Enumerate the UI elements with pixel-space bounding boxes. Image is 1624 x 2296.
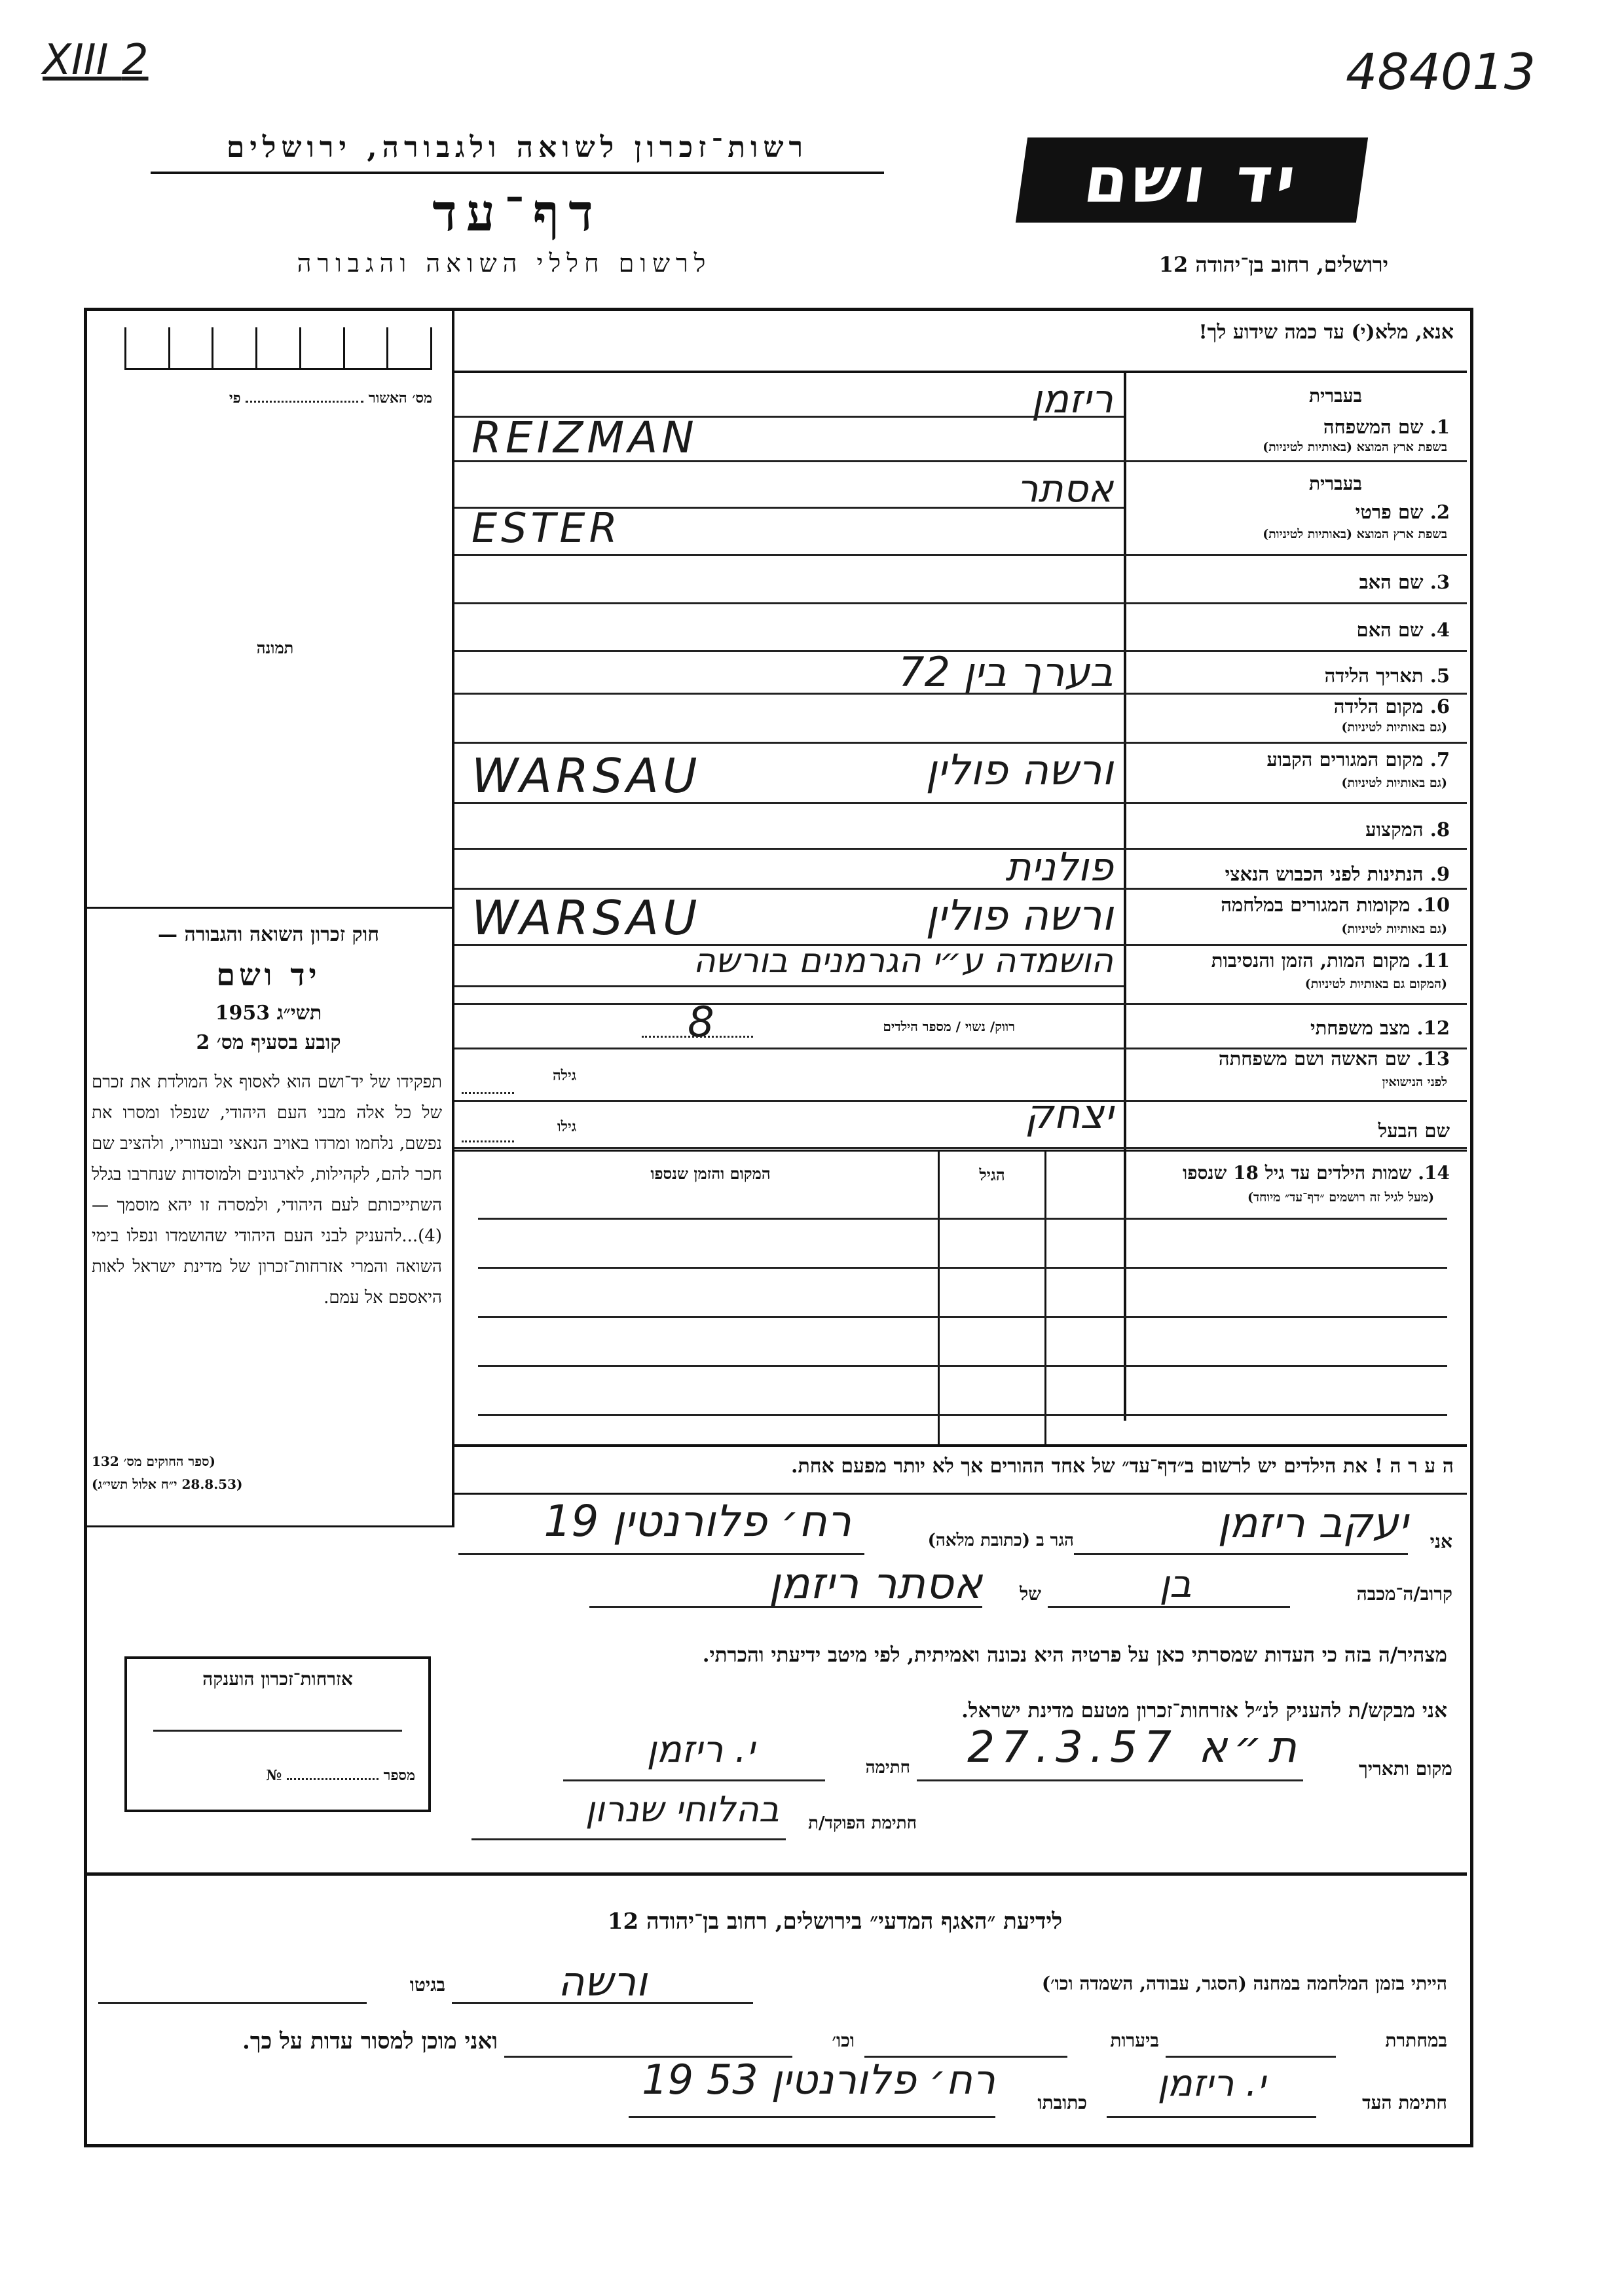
form-subtitle: לרשום חללי השואה והגבורה: [297, 249, 712, 278]
permit-number-label: [105, 390, 432, 407]
field-10-value-hebrew: ורשה פולין: [925, 892, 1113, 940]
law-section-bottom: [87, 1525, 454, 1527]
field-2-sub: בעברית: [1308, 473, 1362, 494]
field-13-dotted: [462, 1092, 514, 1094]
permit-number-suffix: פי: [229, 390, 241, 407]
citizenship-number-sign: №: [266, 1767, 282, 1784]
decl-of-value: אסתר ריזמן: [768, 1558, 982, 1609]
bottom-underground-label: במחתרת: [1385, 2030, 1447, 2051]
field-11-line-a: [454, 985, 1124, 987]
archive-code-roman: XIII: [43, 36, 122, 84]
bottom-title: לידיעת ״האגף המדעי״ בירושלים, רחוב בן־יהודה 12: [607, 1908, 1063, 1935]
decl-place-date-line: [917, 1779, 1303, 1781]
field-4-label: [1356, 619, 1450, 642]
field-9-line: [454, 888, 1467, 890]
law-year: תשי״ג 1953: [215, 1002, 322, 1025]
field-11-name: מקום המות, הזמן והנסיבות: [1211, 949, 1411, 972]
children-row-3: [478, 1316, 1447, 1318]
archive-code-suffix: 2: [121, 36, 149, 84]
photo-label: תמונה: [256, 638, 294, 657]
decl-relation-line: [1048, 1606, 1290, 1608]
field-12-inline-label: רווק/ נשוי / מספר הילדים: [883, 1019, 1015, 1034]
field-4-name: שם האם: [1356, 619, 1424, 641]
law-citation: (ספר החוקים מס׳ 132: [92, 1453, 215, 1469]
yad-vashem-logo: [1016, 137, 1368, 223]
permit-boxes: [124, 327, 432, 370]
field-12-num: 12.: [1416, 1017, 1450, 1039]
decl-address-line: [458, 1553, 864, 1555]
children-row-4: [478, 1365, 1447, 1367]
decl-of-label: של: [1020, 1583, 1041, 1605]
field-13-inline-label: גילה: [553, 1067, 576, 1084]
bottom-witness-label: חתימת העד: [1362, 2092, 1447, 2113]
bottom-underground-line: [1166, 2056, 1336, 2058]
field-9-value: פולנית: [1005, 845, 1113, 890]
law-name: יד ושם: [216, 957, 321, 993]
field-7-line: [454, 802, 1467, 804]
note-top: [454, 1444, 1467, 1447]
field-1-value-latin: REIZMAN: [471, 412, 698, 463]
husband-label: שם הבעל: [1378, 1120, 1450, 1142]
field-10-value-latin: WARSAU: [471, 890, 701, 945]
field-1-sub2: בשפת ארץ המוצא (באותיות לטיניות): [1263, 440, 1447, 454]
field-5-line: [454, 693, 1467, 695]
field-7-label: [1266, 748, 1450, 771]
bottom-ghetto-label: בגיטו: [409, 1974, 445, 1995]
citizenship-box: [124, 1656, 431, 1812]
field-5-num: 5.: [1430, 665, 1450, 687]
field-2-num: 2.: [1430, 501, 1450, 523]
citizenship-box-title: אזרחות־זכרון הוענקה: [202, 1668, 353, 1690]
note-bottom: [454, 1493, 1467, 1495]
decl-request: אני מבקש/ת להעניק לנ״ל אזרחות־זכרון מטעם מדינת ישראל.: [961, 1699, 1447, 1722]
form-title: דף־עד: [432, 183, 602, 243]
bottom-camp-line: הייתי בזמן המלחמה במחנה (הסגר, עבודה, השמדה וכו׳): [1041, 1973, 1447, 1994]
decl-resident-label: הגר ב (כתובת מלאה): [927, 1531, 1074, 1550]
bottom-address-value: רח׳ פלורנטין 53 19: [642, 2056, 995, 2104]
field-9-num: 9.: [1430, 863, 1450, 885]
field-13-sub2: לפני הנישואין: [1382, 1075, 1447, 1089]
field-2-value-hebrew: אסתר: [1016, 466, 1113, 511]
decl-name-line: [1074, 1553, 1408, 1555]
law-text: תפקידו של יד־ושם הוא לאסוף אל המולדת את זכרם של כל אלה מבני העם היהודי, שנפלו ומסרו את נפשם, נלחמו ומרדו באויב הנאצי ובעוזריו, ולהציב שם חכר להם, לקהילות, לארגונים ולמוסדות שנחרבו בגלל השתייכותם לעם היהודי, ולמסרה זו יהא מוסמך — (4)...להעניק לבני העם היהודי שהושמדו ונפלו בימי השואה והמרי אזרחות־זכרון של מדינת ישראל לאות היאספם אל עמם.: [92, 1072, 442, 1307]
law-section: קובע בסעיף מס׳ 2: [196, 1031, 341, 1054]
field-11-label: [1211, 949, 1450, 972]
intro-underline: [454, 371, 1467, 373]
field-8-num: 8.: [1430, 818, 1450, 841]
note-text: ה ע ר ה ! את הילדים יש לרשום ב״דף־עד״ של אחד ההורים אך לא יותר מפעם אחת.: [791, 1455, 1454, 1478]
bottom-witness-line: [1107, 2116, 1316, 2118]
field-13-label: [1219, 1048, 1450, 1070]
law-citation-date: (28.8.53 י״ח אלול תשי״ג): [92, 1476, 243, 1492]
bottom-camp-value: ורשה: [557, 1958, 648, 2005]
field-3-num: 3.: [1430, 571, 1450, 593]
children-col-div-1: [938, 1150, 940, 1444]
field-1-num: 1.: [1430, 416, 1450, 438]
field-13-num: 13.: [1416, 1048, 1450, 1070]
field-1-value-hebrew: ריזמן: [1031, 376, 1113, 422]
husband-inline-label: גילו: [557, 1118, 576, 1135]
law-section-top: [87, 907, 452, 909]
field-2-name: שם פרטי: [1355, 501, 1424, 523]
decl-relation-value: בן: [1159, 1561, 1192, 1606]
col-age-header: הגיל: [979, 1165, 1005, 1184]
children-col-div-2: [1044, 1150, 1046, 1444]
decl-place-date-label: מקום ותאריך: [1358, 1758, 1452, 1779]
decl-place-date-value: ת״א 27.3.57: [967, 1722, 1303, 1772]
decl-signature-label: חתימה: [865, 1758, 910, 1777]
intro-line: אנא, מלא(י) עד כמה שידוע לך!: [1198, 321, 1454, 344]
bottom-forests-label: ביערות: [1110, 2030, 1159, 2051]
bottom-ready-text: ואני מוכן למסור עדות על כך.: [242, 2028, 498, 2054]
field-13-name: שם האשה ושם משפחתה: [1218, 1048, 1411, 1070]
field-7-value-hebrew: ורשה פולין: [925, 746, 1113, 795]
field-3-label: [1359, 571, 1450, 594]
decl-clerk-line: [471, 1838, 786, 1840]
decl-clerk-value: בהלוחי שנרון: [585, 1789, 779, 1830]
field-9-name: הנתינות לפני הכבוש הנאצי: [1225, 863, 1424, 885]
bottom-camp-line-rule: [452, 2002, 753, 2004]
logo-text: יד ושם: [1079, 143, 1304, 217]
decl-clerk-label: חתימת הפוקד/ת: [808, 1813, 917, 1833]
labels-divider: [1124, 373, 1126, 1421]
field-5-label: [1325, 665, 1450, 687]
archive-number: 484013: [1346, 43, 1536, 101]
archive-code: [43, 36, 149, 84]
decl-address-value: רח׳ פלורנטין 19: [544, 1496, 851, 1546]
law-title: חוק זכרון השואה והגבורה —: [158, 923, 379, 946]
decl-i-label: אני: [1430, 1531, 1452, 1552]
field-5-name: תאריך הלידה: [1324, 665, 1424, 687]
children-table-top: [454, 1150, 1467, 1152]
decl-signature-line: [563, 1779, 825, 1781]
field-1-name: שם המשפחה: [1323, 416, 1424, 438]
field-7-sub2: (גם באותיות לטיניות): [1341, 776, 1447, 790]
address-header: ירושלים, רחוב בן־יהודה 12: [1158, 252, 1388, 277]
field-11-sub2: (המקום גם באותיות לטיניות): [1304, 977, 1447, 991]
field-10-label: [1221, 894, 1450, 917]
bottom-address-label: כתובתו: [1037, 2092, 1087, 2113]
bottom-address-line: [629, 2116, 995, 2118]
field-2-label: [1356, 501, 1450, 524]
field-4-num: 4.: [1430, 619, 1450, 641]
field-6-name: מקום הלידה: [1333, 695, 1424, 718]
children-table-title: 14. שמות הילדים עד גיל 18 שנספו: [1183, 1162, 1450, 1184]
field-6-line: [454, 742, 1467, 744]
field-8-label: [1365, 818, 1450, 841]
husband-line: [454, 1147, 1467, 1149]
field-6-sub2: (גם באותיות לטיניות): [1341, 720, 1447, 735]
field-2-sub2: בשפת ארץ המוצא (באותיות לטיניות): [1263, 527, 1447, 541]
field-2-value-latin: ESTER: [471, 504, 621, 552]
field-11-line-b: [454, 1003, 1467, 1005]
bottom-section-top: [87, 1872, 1467, 1876]
field-3-line: [454, 602, 1467, 604]
field-6-label: [1334, 695, 1450, 718]
children-table-note: (מעל לגיל זה רושמים ״דף־עד״ מיוחד): [1247, 1190, 1434, 1205]
decl-signature-value: י. ריזמן: [646, 1728, 755, 1771]
decl-statement: מצהיר/ה בזה כי העדות שמסרתי כאן על פרטיה היא נכונה ואמיתית, לפי מיטב ידיעתי והכרתי.: [702, 1643, 1447, 1667]
field-7-value-latin: WARSAU: [471, 748, 701, 803]
col-place-header: המקום והזמן שנספו: [650, 1164, 771, 1183]
field-6-num: 6.: [1430, 695, 1450, 718]
citizenship-box-number: [140, 1767, 415, 1784]
field-8-name: המקצוע: [1365, 818, 1424, 841]
field-11-num: 11.: [1416, 949, 1450, 972]
left-column-divider: [452, 311, 454, 1525]
field-12-value: 8: [688, 998, 714, 1047]
field-1-label: [1323, 416, 1450, 439]
field-3-name: שם האב: [1359, 571, 1424, 593]
field-10-num: 10.: [1416, 894, 1450, 916]
field-7-num: 7.: [1430, 748, 1450, 771]
field-1-line-b: [454, 460, 1467, 462]
field-7-name: מקום המגורים הקבוע: [1266, 748, 1424, 771]
field-12-name: מצב משפחתי: [1310, 1017, 1411, 1039]
children-row-5: [478, 1414, 1447, 1416]
husband-dotted: [462, 1140, 514, 1142]
children-row-2: [478, 1267, 1447, 1269]
field-5-value: בערך בין 72: [898, 648, 1113, 696]
children-row-1: [478, 1218, 1447, 1220]
bottom-etc-label: וכו׳: [832, 2030, 855, 2051]
bottom-ghetto-line: [98, 2002, 367, 2004]
field-9-label: [1225, 863, 1450, 886]
decl-name-value: יעקב ריזמן: [1217, 1499, 1408, 1548]
field-10-sub2: (גם באותיות לטיניות): [1341, 922, 1447, 936]
husband-value: יצחק: [1024, 1090, 1113, 1138]
bottom-witness-value: י. ריזמן: [1157, 2062, 1266, 2105]
field-11-value: הושמדה ע״י הגרמנים בורשה: [693, 941, 1113, 981]
citizenship-number-label: מספר: [383, 1767, 415, 1784]
field-12-label: [1310, 1017, 1450, 1040]
authority-underline: [151, 172, 884, 174]
field-10-name: מקומות המגורים במלחמה: [1221, 894, 1411, 916]
field-12-dotted: [642, 1036, 753, 1038]
field-1-sub: בעברית: [1308, 385, 1362, 407]
decl-relative-label: קרוב/ה־מכבה: [1356, 1583, 1452, 1605]
authority-name: רשות־זכרון לשואה ולגבורה, ירושלים: [226, 131, 809, 164]
field-2-line-b: [454, 554, 1467, 556]
permit-number-text: מס׳ האשור: [368, 390, 432, 407]
decl-of-line: [589, 1606, 982, 1608]
